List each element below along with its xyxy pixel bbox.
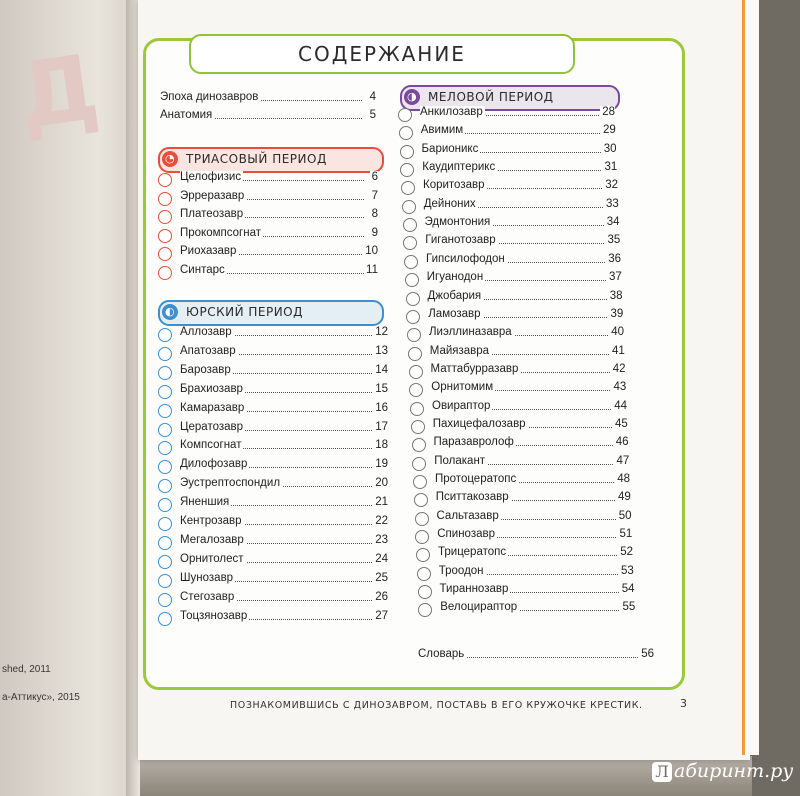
checkbox-circle[interactable] [412,457,426,471]
entry-page: 13 [375,344,388,357]
checkbox-circle[interactable] [402,200,416,214]
toc-entry [180,402,388,420]
toc-entry [180,458,388,476]
checkbox-circle[interactable] [410,402,424,416]
toc-entry [180,364,388,382]
toc-entry [428,308,623,326]
labirint-watermark [652,760,793,782]
entry-page: 29 [602,124,616,137]
checkbox-circle[interactable] [158,229,172,243]
entry-name: Синтарс [180,264,225,276]
toc-entry [431,363,626,381]
entry-name: Велоцираптор [440,601,518,614]
entry-name: Коритозавр [423,179,485,192]
left-credit-1: shed, 2011 [2,664,51,675]
toc-entry [429,326,624,344]
entry-page: 36 [608,252,621,265]
entry-page: 43 [613,381,627,394]
toc-entry [180,421,388,439]
entry-name: Ламозавр [428,307,481,320]
checkbox-circle[interactable] [413,475,427,489]
entry-name: Барозавр [180,363,231,376]
checkbox-circle[interactable] [158,173,172,187]
entry-page: 17 [375,420,388,433]
entry-page: 16 [375,401,388,414]
toc-entry [440,583,635,601]
entry-name: Брахиозавр [180,382,243,395]
entry-page: 47 [616,454,630,467]
toc-entry [160,91,376,109]
toc-entry [180,171,378,189]
toc-entry [180,572,388,590]
toc-entry [424,198,619,216]
entry-name: Гиганотозавр [425,234,496,247]
toc-entry [431,381,626,399]
page-orange-edge [742,0,759,755]
toc-entry [180,553,388,571]
entry-page: 5 [369,109,376,121]
entry-page: 40 [611,326,624,339]
entry-page: 15 [375,382,388,395]
entry-name: Майязавра [429,344,490,357]
entry-page: 53 [620,564,634,577]
toc-entry [180,326,388,344]
entry-name: Авимим [420,124,464,137]
triassic-badge-icon: ◔ [162,151,178,167]
entry-page: 38 [609,289,623,302]
entry-page: 32 [605,179,618,192]
checkbox-circle[interactable] [400,145,414,159]
entry-page: 31 [604,161,618,174]
entry-page: 33 [605,197,619,210]
checkbox-circle[interactable] [398,108,412,122]
entry-name: Джобария [427,289,482,302]
toc-entry [160,109,376,127]
toc-entry [180,208,378,226]
entry-page: 45 [614,417,628,430]
entry-name: Барионикс [421,142,479,155]
entry-name: Орнитомим [431,381,494,394]
entry-page: 55 [622,601,636,614]
entry-name: Кентрозавр [180,515,242,527]
entry-name: Апатозавр [180,344,236,357]
entry-page: 28 [602,106,615,118]
cretaceous-badge-icon: ◑ [404,89,420,105]
toc-entry [439,565,634,583]
entry-page: 35 [607,234,621,247]
entry-name: Игуанодон [426,271,484,284]
entry-name: Эпоха динозавров [160,91,259,103]
cretaceous-period-label: МЕЛОВОЙ ПЕРИОД [428,90,554,104]
entry-page: 19 [375,458,388,471]
checkbox-circle[interactable] [158,385,172,399]
entry-name: Дилофозавр [180,458,248,471]
entry-page: 52 [620,546,633,559]
entry-name: Яненшия [180,496,230,509]
checkbox-circle[interactable] [415,512,429,526]
entry-page: 7 [371,189,378,202]
entry-name: Анатомия [160,109,213,121]
entry-page: 11 [366,264,378,276]
toc-entry [422,143,617,161]
entry-page: 42 [612,362,626,375]
toc-entry [434,455,629,473]
jurassic-period-banner [158,300,384,326]
entry-name: Спинозавр [437,528,495,541]
toc-entry [418,648,654,666]
entry-page: 34 [606,216,620,229]
toc-entry [437,528,632,546]
entry-name: Анкилозавр [420,106,483,118]
left-page [0,0,140,796]
checkbox-circle[interactable] [158,593,172,607]
entry-page: 39 [610,307,624,320]
entry-name: Каудиптерикс [422,161,496,174]
checkbox-circle[interactable] [158,192,172,206]
entry-page: 21 [375,496,388,509]
toc-entry [430,345,625,363]
entry-page: 23 [375,533,388,546]
checkbox-circle[interactable] [408,347,422,361]
toc-entry [425,234,620,252]
toc-entry [180,345,388,363]
entry-name: Сальтазавр [436,509,499,522]
toc-entry [180,515,388,533]
entry-page: 44 [614,399,627,412]
entry-name: Орнитолест [180,552,244,565]
checkbox-circle[interactable] [414,493,428,507]
checkbox-circle[interactable] [158,612,172,626]
checkbox-circle[interactable] [158,536,172,550]
entry-name: Камаразавр [180,401,245,414]
entry-name: Риохазавр [180,245,237,258]
toc-entry [433,418,628,436]
entry-name: Лиэллиназавра [429,326,512,339]
toc-entry [426,253,621,271]
entry-page: 27 [375,609,388,622]
jurassic-badge-icon: ◐ [162,304,178,320]
entry-page: 30 [603,142,617,155]
toc-entry [422,161,617,179]
entry-name: Трицератопс [438,546,507,559]
toc-entry [436,491,631,509]
entry-page: 46 [615,436,629,449]
entry-name: Тираннозавр [439,583,509,596]
left-credit-2: а-Аттикус», 2015 [2,692,80,703]
entry-name: Платеозавр [180,208,244,221]
entry-page: 51 [619,528,633,541]
entry-name: Полакант [434,454,486,467]
entry-name: Маттабурразавр [430,362,519,375]
entry-name: Компсогнат [180,439,242,452]
entry-page: 50 [618,509,632,522]
toc-entry [434,436,629,454]
entry-page: 6 [371,171,378,183]
toc-entry [180,439,388,457]
entry-name: Эдмонтония [424,216,491,229]
toc-entry [432,400,627,418]
entry-name: Стегозавр [180,590,235,603]
footer-instruction: ПОЗНАКОМИВШИСЬ С ДИНОЗАВРОМ, ПОСТАВЬ В ЕГО КРУЖОЧКЕ КРЕСТИК. [230,700,643,711]
checkbox-circle[interactable] [158,404,172,418]
labirint-logo-icon: Л [652,762,672,782]
toc-entry [437,510,632,528]
page-number: 3 [680,697,687,710]
checkbox-circle[interactable] [412,438,426,452]
entry-page: 4 [369,91,376,103]
toc-entry [180,477,388,495]
toc-entry [438,546,633,564]
toc-entry [435,473,630,491]
left-page-ghost-graphic: Д [11,34,106,151]
entry-page: 22 [375,515,388,527]
triassic-period-label: ТРИАСОВЫЙ ПЕРИОД [186,152,327,166]
checkbox-circle[interactable] [411,420,425,434]
entry-name: Мегалозавр [180,533,244,546]
toc-entry [421,124,616,142]
entry-page: 26 [375,590,388,603]
entry-name: Паразавролоф [433,436,514,449]
entry-page: 14 [375,363,388,376]
entry-page: 49 [617,491,631,504]
checkbox-circle[interactable] [158,423,172,437]
checkbox-circle[interactable] [404,255,418,269]
entry-name: Троодон [438,564,484,577]
entry-page: 41 [611,344,625,357]
checkbox-circle[interactable] [158,347,172,361]
entry-page: 10 [365,245,378,258]
checkbox-circle[interactable] [399,126,413,140]
toc-entry [180,245,378,263]
triassic-period-banner [158,147,384,173]
entry-name: Эустрептоспондил [180,477,281,490]
entry-name: Цератозавр [180,420,244,433]
toc-entry [428,290,623,308]
entry-name: Тоцзянозавр [180,609,248,622]
entry-page: 48 [617,473,630,485]
toc-entry [180,610,388,628]
checkbox-circle[interactable] [418,585,432,599]
checkbox-circle[interactable] [158,574,172,588]
entry-page: 56 [641,648,654,660]
toc-entry [180,227,378,245]
entry-page: 25 [375,571,388,584]
toc-entry [440,601,635,619]
toc-entry [420,106,615,124]
jurassic-period-label: ЮРСКИЙ ПЕРИОД [186,305,303,319]
checkbox-circle[interactable] [158,498,172,512]
entry-name: Пахицефалозавр [432,417,526,430]
entry-name: Аллозавр [180,326,232,338]
toc-entry [423,179,618,197]
toc-entry [425,216,620,234]
toc-entry [180,496,388,514]
entry-name: Овираптор [432,399,491,412]
entry-name: Пситтакозавр [435,491,509,504]
entry-name: Эрреразавр [180,189,245,202]
entry-page: 9 [371,226,378,239]
toc-entry [180,534,388,552]
title-box [189,34,575,74]
entry-name: Прокомпсогнат [180,226,261,239]
entry-page: 37 [608,271,622,284]
checkbox-circle[interactable] [403,218,417,232]
entry-name: Шунозавр [180,571,234,584]
checkbox-circle[interactable] [417,567,431,581]
entry-page: 54 [621,583,635,596]
checkbox-circle[interactable] [406,310,420,324]
entry-name: Протоцератопс [435,473,517,485]
checkbox-circle[interactable] [158,366,172,380]
entry-name: Словарь [418,648,465,660]
entry-page: 8 [371,208,378,221]
checkbox-circle[interactable] [158,555,172,569]
checkbox-circle[interactable] [409,365,423,379]
checkbox-circle[interactable] [158,517,172,531]
toc-entry [180,383,388,401]
checkbox-circle[interactable] [158,266,172,280]
toc-entry [427,271,622,289]
entry-page: 12 [375,326,388,338]
entry-name: Дейноних [423,197,476,210]
toc-entry [180,591,388,609]
page-title: СОДЕРЖАНИЕ [298,42,466,66]
entry-page: 18 [375,439,388,452]
toc-entry [180,190,378,208]
entry-page: 20 [375,477,388,490]
checkbox-circle[interactable] [405,273,419,287]
entry-name: Гипсилофодон [426,252,505,265]
entry-name: Целофизис [180,171,242,183]
entry-page: 24 [375,552,388,565]
toc-entry [180,264,378,282]
watermark-text: абиринт.ру [674,760,794,782]
checkbox-circle[interactable] [158,328,172,342]
checkbox-circle[interactable] [406,292,420,306]
